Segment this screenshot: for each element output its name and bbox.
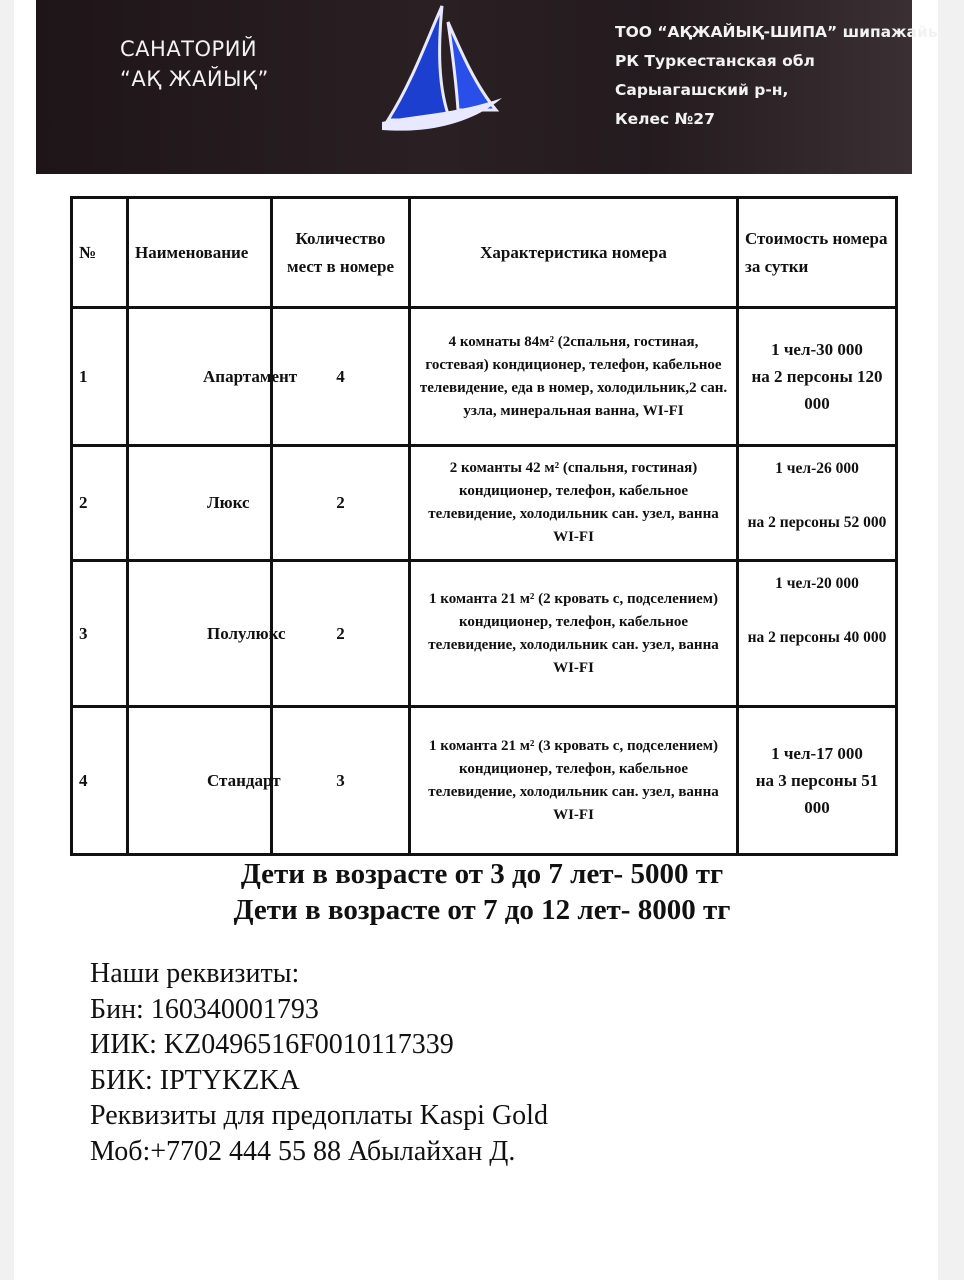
requisites-title: Наши реквизиты:: [90, 958, 300, 989]
row-name-text: Апартамент: [203, 366, 298, 386]
row-desc: 4 комнаты 84м² (2спальня, гостиная, гостевая) кондиционер, телефон, кабельное телевидение, еда в номер, холодильник,2 сан. узла, минеральная ванна, WI-FI: [410, 308, 738, 446]
header-name: Наименование: [128, 198, 272, 308]
sanatorium-name-line2: “АҚ ЖАЙЫҚ”: [120, 67, 269, 91]
header-num: №: [72, 198, 128, 308]
children-price-3-7: Дети в возрасте от 3 до 7 лет- 5000 тг: [240, 858, 724, 890]
row-desc: 1 команта 21 м² (2 кровать с, подселением) кондиционер, телефон, кабельное телевидение, холодильник сан. узел, ванна WI-FI: [410, 561, 738, 707]
row-qty: 2: [272, 446, 410, 561]
row-price: [738, 446, 897, 561]
row-name-text: Стандарт: [207, 770, 281, 790]
table-row: [72, 707, 897, 855]
table-row: [72, 561, 897, 707]
row-name-text: Полулюкс: [207, 623, 286, 643]
row-qty: 2: [272, 561, 410, 707]
letterhead-banner: [36, 0, 942, 174]
bank-requisites: [90, 956, 850, 1169]
price-group: на 2 персоны 120 000: [751, 367, 883, 413]
requisites-kaspi: Реквизиты для предоплаты Kaspi Gold: [90, 1100, 548, 1131]
price-single: 1 чел-26 000: [775, 460, 859, 477]
row-num: 2: [72, 446, 128, 561]
row-num: 4: [72, 707, 128, 855]
row-num: 1: [72, 308, 128, 446]
company-line1: ТОО “АҚЖАЙЫҚ-ШИПА” шипажайы: [615, 23, 942, 41]
price-single: 1 чел-30 000: [771, 340, 863, 359]
table-row: [72, 446, 897, 561]
row-name: [128, 446, 272, 561]
requisites-bin: Бин: 160340001793: [90, 993, 319, 1025]
price-group: на 2 персоны 40 000: [747, 629, 887, 646]
row-desc: 2 команты 42 м² (спальня, гостиная) кондиционер, телефон, кабельное телевидение, холодильник сан. узел, ванна WI-FI: [410, 446, 738, 561]
price-single: 1 чел-17 000: [771, 744, 863, 763]
requisites-bik: БИК: IPTYKZKA: [90, 1064, 300, 1096]
company-address: [615, 18, 942, 134]
sailboat-icon: [376, 2, 506, 134]
children-price-7-12: Дети в возрасте от 7 до 12 лет- 8000 тг: [233, 894, 731, 926]
row-qty: 4: [272, 308, 410, 446]
company-line2: РК Туркестанская обл: [615, 52, 815, 70]
row-price: [738, 707, 897, 855]
row-price: [738, 308, 897, 446]
row-desc: 1 команта 21 м² (3 кровать с, подселением) кондиционер, телефон, кабельное телевидение, холодильник сан. узел, ванна WI-FI: [410, 707, 738, 855]
table-header-row: [72, 198, 897, 308]
children-pricing: [0, 856, 964, 928]
sanatorium-name-line1: САНАТОРИЙ: [120, 37, 258, 61]
header-desc: Характеристика номера: [410, 198, 738, 308]
row-price: [738, 561, 897, 707]
header-price: Стоимость номера за сутки: [738, 198, 897, 308]
row-num: 3: [72, 561, 128, 707]
row-qty: 3: [272, 707, 410, 855]
table-row: [72, 308, 897, 446]
row-name: [128, 707, 281, 855]
row-name: [128, 561, 286, 707]
price-group: на 2 персоны 52 000: [747, 514, 887, 531]
sanatorium-name: [120, 34, 300, 94]
row-name: [128, 308, 298, 446]
company-line3: Сарыагашский р-н,: [615, 81, 789, 99]
requisites-phone: Моб:+7702 444 55 88 Абылайхан Д.: [90, 1135, 516, 1167]
requisites-iik: ИИК: KZ0496516F0010117339: [90, 1029, 454, 1060]
header-qty: Количество мест в номере: [272, 198, 410, 308]
rooms-price-table: [70, 196, 898, 856]
company-line4: Келес №27: [615, 110, 715, 128]
price-group: на 3 персоны 51 000: [755, 771, 879, 817]
price-single: 1 чел-20 000: [775, 575, 859, 592]
row-name-text: Люкс: [207, 493, 250, 512]
